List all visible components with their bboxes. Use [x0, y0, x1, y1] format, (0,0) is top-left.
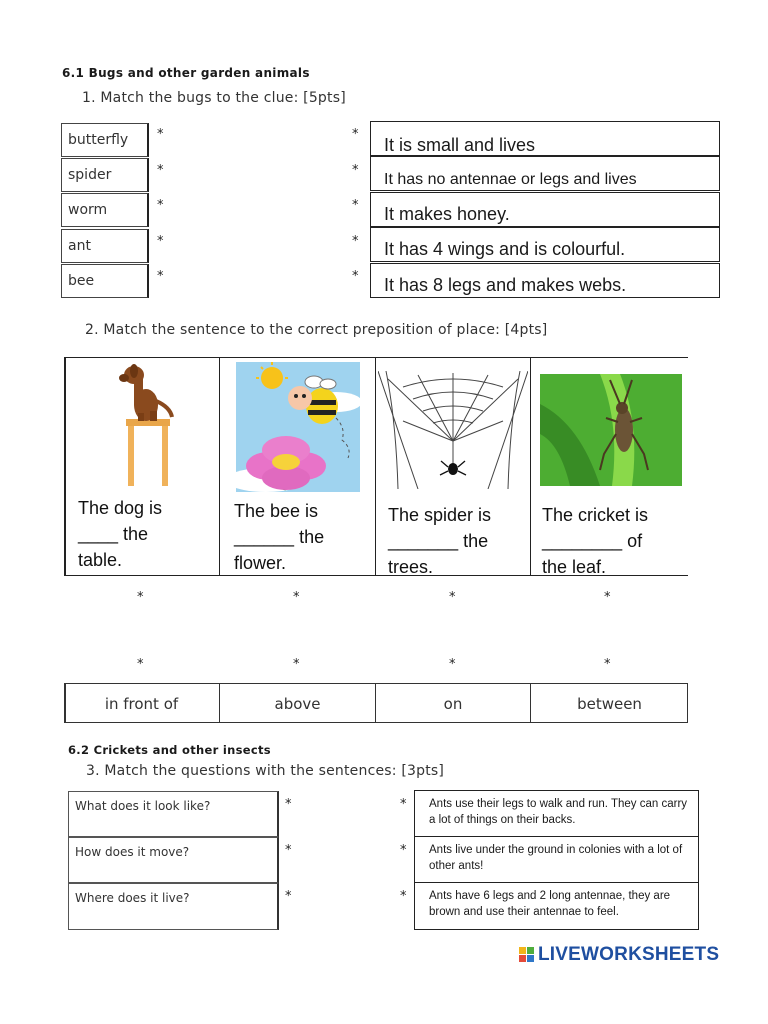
- match-point-left-4[interactable]: *: [157, 234, 164, 249]
- picture-cell-bee: [220, 357, 376, 576]
- bee-above-flower-image: [236, 362, 360, 492]
- question-1-title: 1. Match the bugs to the clue: [5pts]: [82, 90, 346, 106]
- sentence-bee-3: flower.: [234, 553, 287, 573]
- question-2-title: 2. Match the sentence to the correct preposition of place: [4pts]: [85, 322, 548, 338]
- bug-bee: bee: [61, 264, 149, 298]
- bug-spider: spider: [61, 158, 149, 192]
- question-move: How does it move?: [68, 837, 279, 883]
- spider-between-trees-image: [378, 371, 528, 489]
- clue-2: It has no antennae or legs and lives: [370, 156, 720, 191]
- match-point-right-3[interactable]: *: [352, 198, 359, 213]
- question-live: Where does it live?: [68, 883, 279, 930]
- question-3-title: 3. Match the questions with the sentences: [3pts]: [86, 763, 445, 779]
- sentence-dog-3: table.: [78, 550, 123, 570]
- answer-3: Ants have 6 legs and 2 long antennae, they are brown and use their antennae to feel.: [414, 883, 699, 930]
- match-point-question-3[interactable]: *: [285, 889, 292, 904]
- bug-butterfly: butterfly: [61, 123, 149, 157]
- match-point-sentence-2[interactable]: *: [293, 590, 300, 605]
- preposition-in-front-of: in front of: [64, 683, 220, 723]
- sentence-cricket-3: the leaf.: [542, 557, 607, 577]
- sentence-spider-2: _______ the: [388, 531, 489, 551]
- preposition-on: on: [376, 683, 531, 723]
- match-point-right-4[interactable]: *: [352, 234, 359, 249]
- clue-1: It is small and lives: [370, 121, 720, 156]
- sentence-bee-1: The bee is: [234, 501, 319, 521]
- match-point-right-1[interactable]: *: [352, 127, 359, 142]
- picture-cell-spider: [376, 357, 531, 576]
- sentence-spider-1: The spider is: [388, 505, 492, 525]
- preposition-between: between: [577, 695, 642, 713]
- sentence-spider-3: trees.: [388, 557, 434, 577]
- picture-cell-cricket: [531, 357, 688, 576]
- match-point-answer-1[interactable]: *: [400, 797, 407, 812]
- match-point-sentence-1[interactable]: *: [137, 590, 144, 605]
- answer-1: Ants use their legs to walk and run. They can carry a lot of things on their backs.: [414, 790, 699, 837]
- match-point-question-1[interactable]: *: [285, 797, 292, 812]
- match-point-left-1[interactable]: *: [157, 127, 164, 142]
- match-point-question-2[interactable]: *: [285, 843, 292, 858]
- section-title-6-2: 6.2 Crickets and other insects: [68, 743, 271, 757]
- bug-worm: worm: [61, 193, 149, 227]
- sentence-dog-1: The dog is: [78, 498, 163, 518]
- liveworksheets-logo: [519, 945, 719, 965]
- match-point-preposition-3[interactable]: *: [449, 657, 456, 672]
- sentence-cricket-2: ________ of: [542, 531, 643, 551]
- preposition-above: above: [220, 683, 376, 723]
- clue-3: It makes honey.: [370, 192, 720, 227]
- match-point-preposition-4[interactable]: *: [604, 657, 611, 672]
- match-point-left-2[interactable]: *: [157, 163, 164, 178]
- match-point-answer-2[interactable]: *: [400, 843, 407, 858]
- picture-cell-dog: [64, 357, 220, 576]
- answer-2: Ants live under the ground in colonies with a lot of other ants!: [414, 837, 699, 883]
- liveworksheets-logo-icon: [519, 947, 535, 963]
- question-look: What does it look like?: [68, 791, 279, 837]
- dog-on-table-image: [116, 361, 196, 491]
- clue-4: It has 4 wings and is colourful.: [370, 227, 720, 262]
- sentence-dog-2: ____ the: [78, 524, 149, 544]
- section-title-6-1: 6.1 Bugs and other garden animals: [62, 66, 310, 80]
- sentence-bee-2: ______ the: [234, 527, 325, 547]
- match-point-right-2[interactable]: *: [352, 163, 359, 178]
- clue-5: It has 8 legs and makes webs.: [370, 263, 720, 298]
- bug-ant: ant: [61, 229, 149, 263]
- match-point-sentence-3[interactable]: *: [449, 590, 456, 605]
- match-point-answer-3[interactable]: *: [400, 889, 407, 904]
- match-point-right-5[interactable]: *: [352, 269, 359, 284]
- match-point-left-5[interactable]: *: [157, 269, 164, 284]
- match-point-left-3[interactable]: *: [157, 198, 164, 213]
- cricket-on-leaf-image: [540, 374, 682, 486]
- liveworksheets-brand-text: LIVEWORKSHEETS: [538, 944, 720, 965]
- match-point-sentence-4[interactable]: *: [604, 590, 611, 605]
- match-point-preposition-1[interactable]: *: [137, 657, 144, 672]
- sentence-cricket-1: The cricket is: [542, 505, 649, 525]
- match-point-preposition-2[interactable]: *: [293, 657, 300, 672]
